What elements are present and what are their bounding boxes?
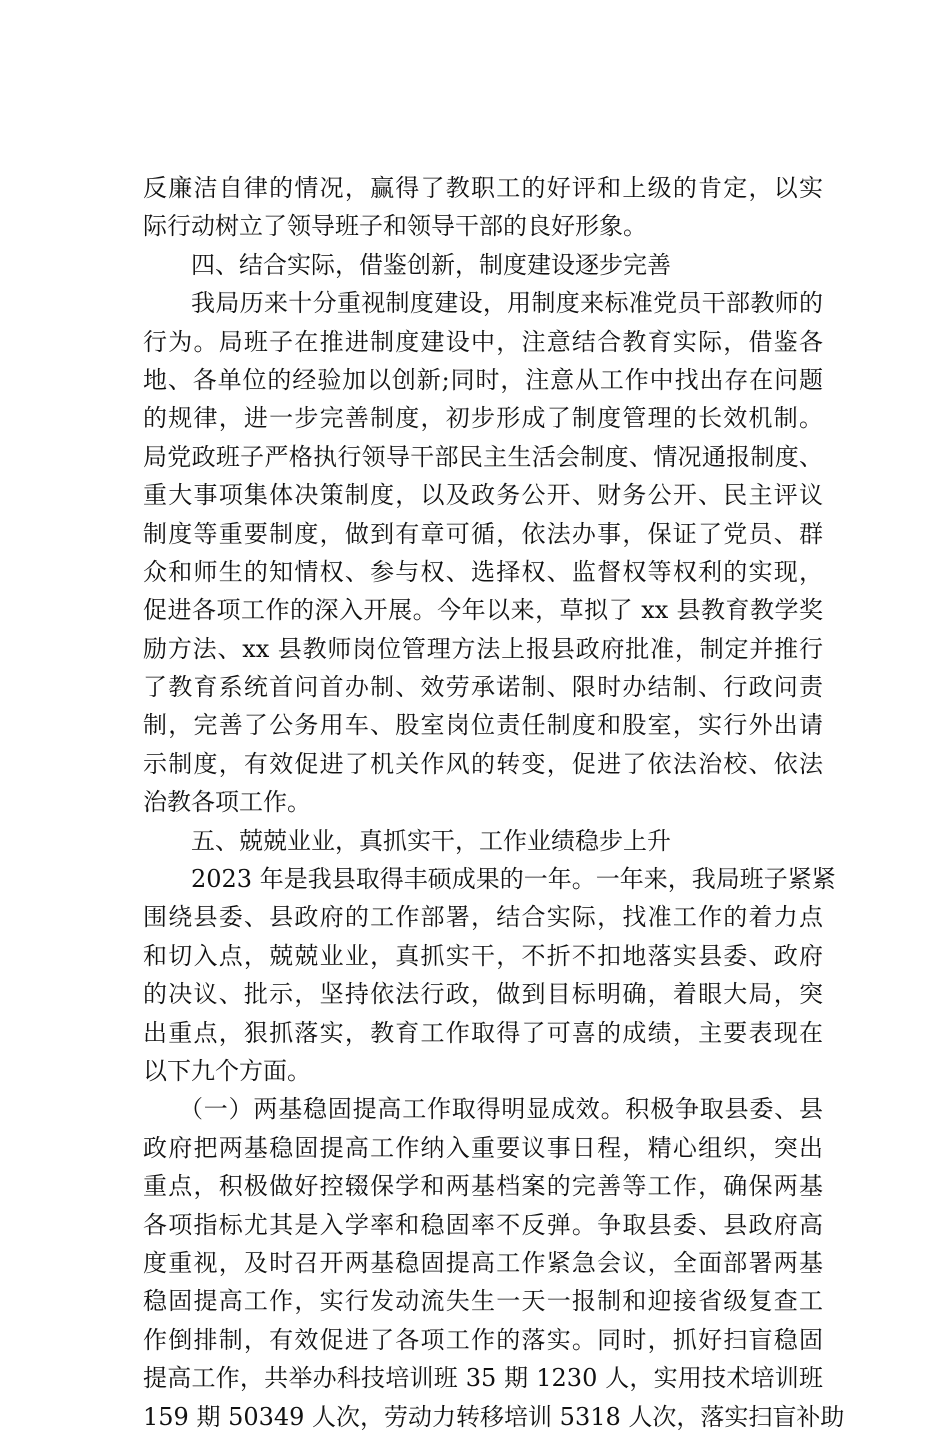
text-line: 众和师生的知情权、参与权、选择权、监督权等权利的实现， [143, 557, 823, 586]
text-line: 政府把两基稳固提高工作纳入重要议事日程，精心组织，突出 [143, 1133, 823, 1162]
text-line: 了教育系统首问首办制、效劳承诺制、限时办结制、行政问责 [143, 673, 823, 702]
text-line: 重大事项集体决策制度，以及政务公开、财务公开、民主评议 [143, 481, 823, 510]
text-line: 出重点，狠抓落实，教育工作取得了可喜的成绩，主要表现在 [143, 1018, 823, 1047]
text-line: 的规律，进一步完善制度，初步形成了制度管理的长效机制。 [143, 404, 823, 433]
text-line: 作倒排制，有效促进了各项工作的落实。同时，抓好扫盲稳固 [143, 1325, 823, 1354]
text-line: 反廉洁自律的情况，赢得了教职工的好评和上级的肯定，以实 [143, 174, 823, 202]
text-line: 各项指标尤其是入学率和稳固率不反弹。争取县委、县政府高 [143, 1210, 823, 1239]
text-line: 提高工作，共举办科技培训班 35 期 1230 人，实用技术培训班 [143, 1364, 823, 1393]
text-line: 行为。局班子在推进制度建设中，注意结合教育实际，借鉴各 [143, 327, 823, 356]
text-line: 重点，积极做好控辍保学和两基档案的完善等工作，确保两基 [143, 1172, 823, 1201]
text-line: 局党政班子严格执行领导干部民主生活会制度、情况通报制度、 [143, 442, 823, 471]
text-line: 地、各单位的经验加以创新;同时，注意从工作中找出存在问题 [143, 365, 823, 394]
section-heading-4: 四、结合实际，借鉴创新，制度建设逐步完善 [191, 250, 671, 279]
text-line: 的决议、批示，坚持依法行政，做到目标明确，着眼大局，突 [143, 980, 823, 1009]
text-line: 制，完善了公务用车、股室岗位责任制度和股室，实行外出请 [143, 711, 823, 740]
text-line: 度重视，及时召开两基稳固提高工作紧急会议，全面部署两基 [143, 1248, 823, 1277]
text-line: 我局历来十分重视制度建设，用制度来标准党员干部教师的 [191, 289, 823, 318]
text-line: 围绕县委、县政府的工作部署，结合实际，找准工作的着力点 [143, 903, 823, 932]
text-line: 励方法、xx 县教师岗位管理方法上报县政府批准，制定并推行 [143, 634, 823, 663]
text-line: 促进各项工作的深入开展。今年以来，草拟了 xx 县教育教学奖 [143, 596, 823, 625]
document-body [143, 169, 845, 1436]
text-line: 159 期 50349 人次，劳动力转移培训 5318 人次，落实扫盲补助 [143, 1402, 845, 1431]
section-heading-5: 五、兢兢业业，真抓实干，工作业绩稳步上升 [191, 826, 671, 855]
subsection-line: （一）两基稳固提高工作取得明显成效。积极争取县委、县 [179, 1095, 823, 1124]
text-line: 稳固提高工作，实行发动流失生一天一报制和迎接省级复查工 [143, 1287, 823, 1316]
text-line: 制度等重要制度，做到有章可循，依法办事，保证了党员、群 [143, 519, 823, 548]
text-line: 和切入点，兢兢业业，真抓实干，不折不扣地落实县委、政府 [143, 941, 823, 970]
text-line: 际行动树立了领导班子和领导干部的良好形象。 [143, 212, 647, 241]
text-line: 示制度，有效促进了机关作风的转变，促进了依法治校、依法 [143, 749, 823, 778]
text-line: 以下九个方面。 [143, 1056, 311, 1085]
text-line: 治教各项工作。 [143, 788, 311, 817]
text-line: 2023 年是我县取得丰硕成果的一年。一年来，我局班子紧紧 [191, 865, 836, 894]
